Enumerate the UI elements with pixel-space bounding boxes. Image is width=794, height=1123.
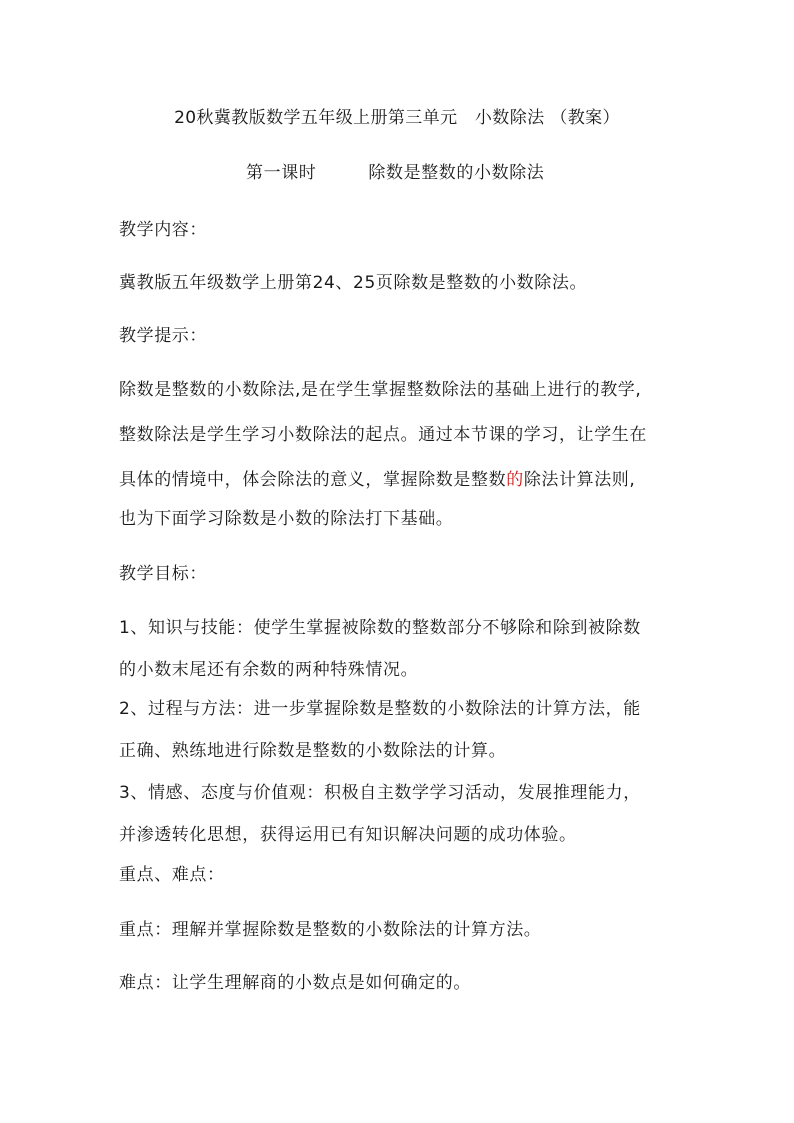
hint-line: 除数是整数的小数除法,是在学生掌握整数除法的基础上进行的教学,	[119, 380, 642, 400]
lesson-topic: 除数是整数的小数除法	[368, 163, 545, 183]
goal-line: 2、过程与方法：进一步掌握除数是整数的小数除法的计算方法，能	[119, 699, 641, 719]
document-title: 20秋冀教版数学五年级上册第三单元 小数除法 （教案）	[174, 108, 620, 128]
key-heading: 重点、难点：	[119, 865, 225, 885]
hint-line: 也为下面学习除数是小数的除法打下基础。	[119, 509, 454, 529]
goal-line: 正确、熟练地进行除数是整数的小数除法的计算。	[119, 741, 507, 761]
lesson-subtitle	[246, 161, 544, 185]
hint-line-part: 具体的情境中，体会除法的意义，掌握除数是整数	[119, 470, 507, 490]
goal-line: 并渗透转化思想，获得运用已有知识解决问题的成功体验。	[119, 825, 577, 845]
hint-heading: 教学提示：	[119, 326, 207, 346]
content-heading: 教学内容：	[119, 220, 207, 240]
hint-line	[119, 468, 635, 492]
goal-line: 的小数末尾还有余数的两种特殊情况。	[119, 660, 419, 680]
goals-heading: 教学目标：	[119, 564, 207, 584]
difficult-point: 难点：让学生理解商的小数点是如何确定的。	[119, 973, 471, 993]
hint-line: 整数除法是学生学习小数除法的起点。通过本节课的学习，让学生在	[119, 425, 647, 445]
lesson-number: 第一课时	[246, 163, 317, 183]
hint-line-part: 除法计算法则,	[523, 470, 636, 490]
goal-line: 3、情感、态度与价值观：积极自主数学学习活动，发展推理能力，	[119, 783, 641, 803]
goal-line: 1、知识与技能：使学生掌握被除数的整数部分不够除和除到被除数	[119, 618, 641, 638]
content-text: 冀教版五年级数学上册第24、25页除数是整数的小数除法。	[119, 273, 588, 293]
key-point: 重点：理解并掌握除数是整数的小数除法的计算方法。	[119, 920, 542, 940]
hint-line-highlight: 的	[506, 470, 524, 490]
